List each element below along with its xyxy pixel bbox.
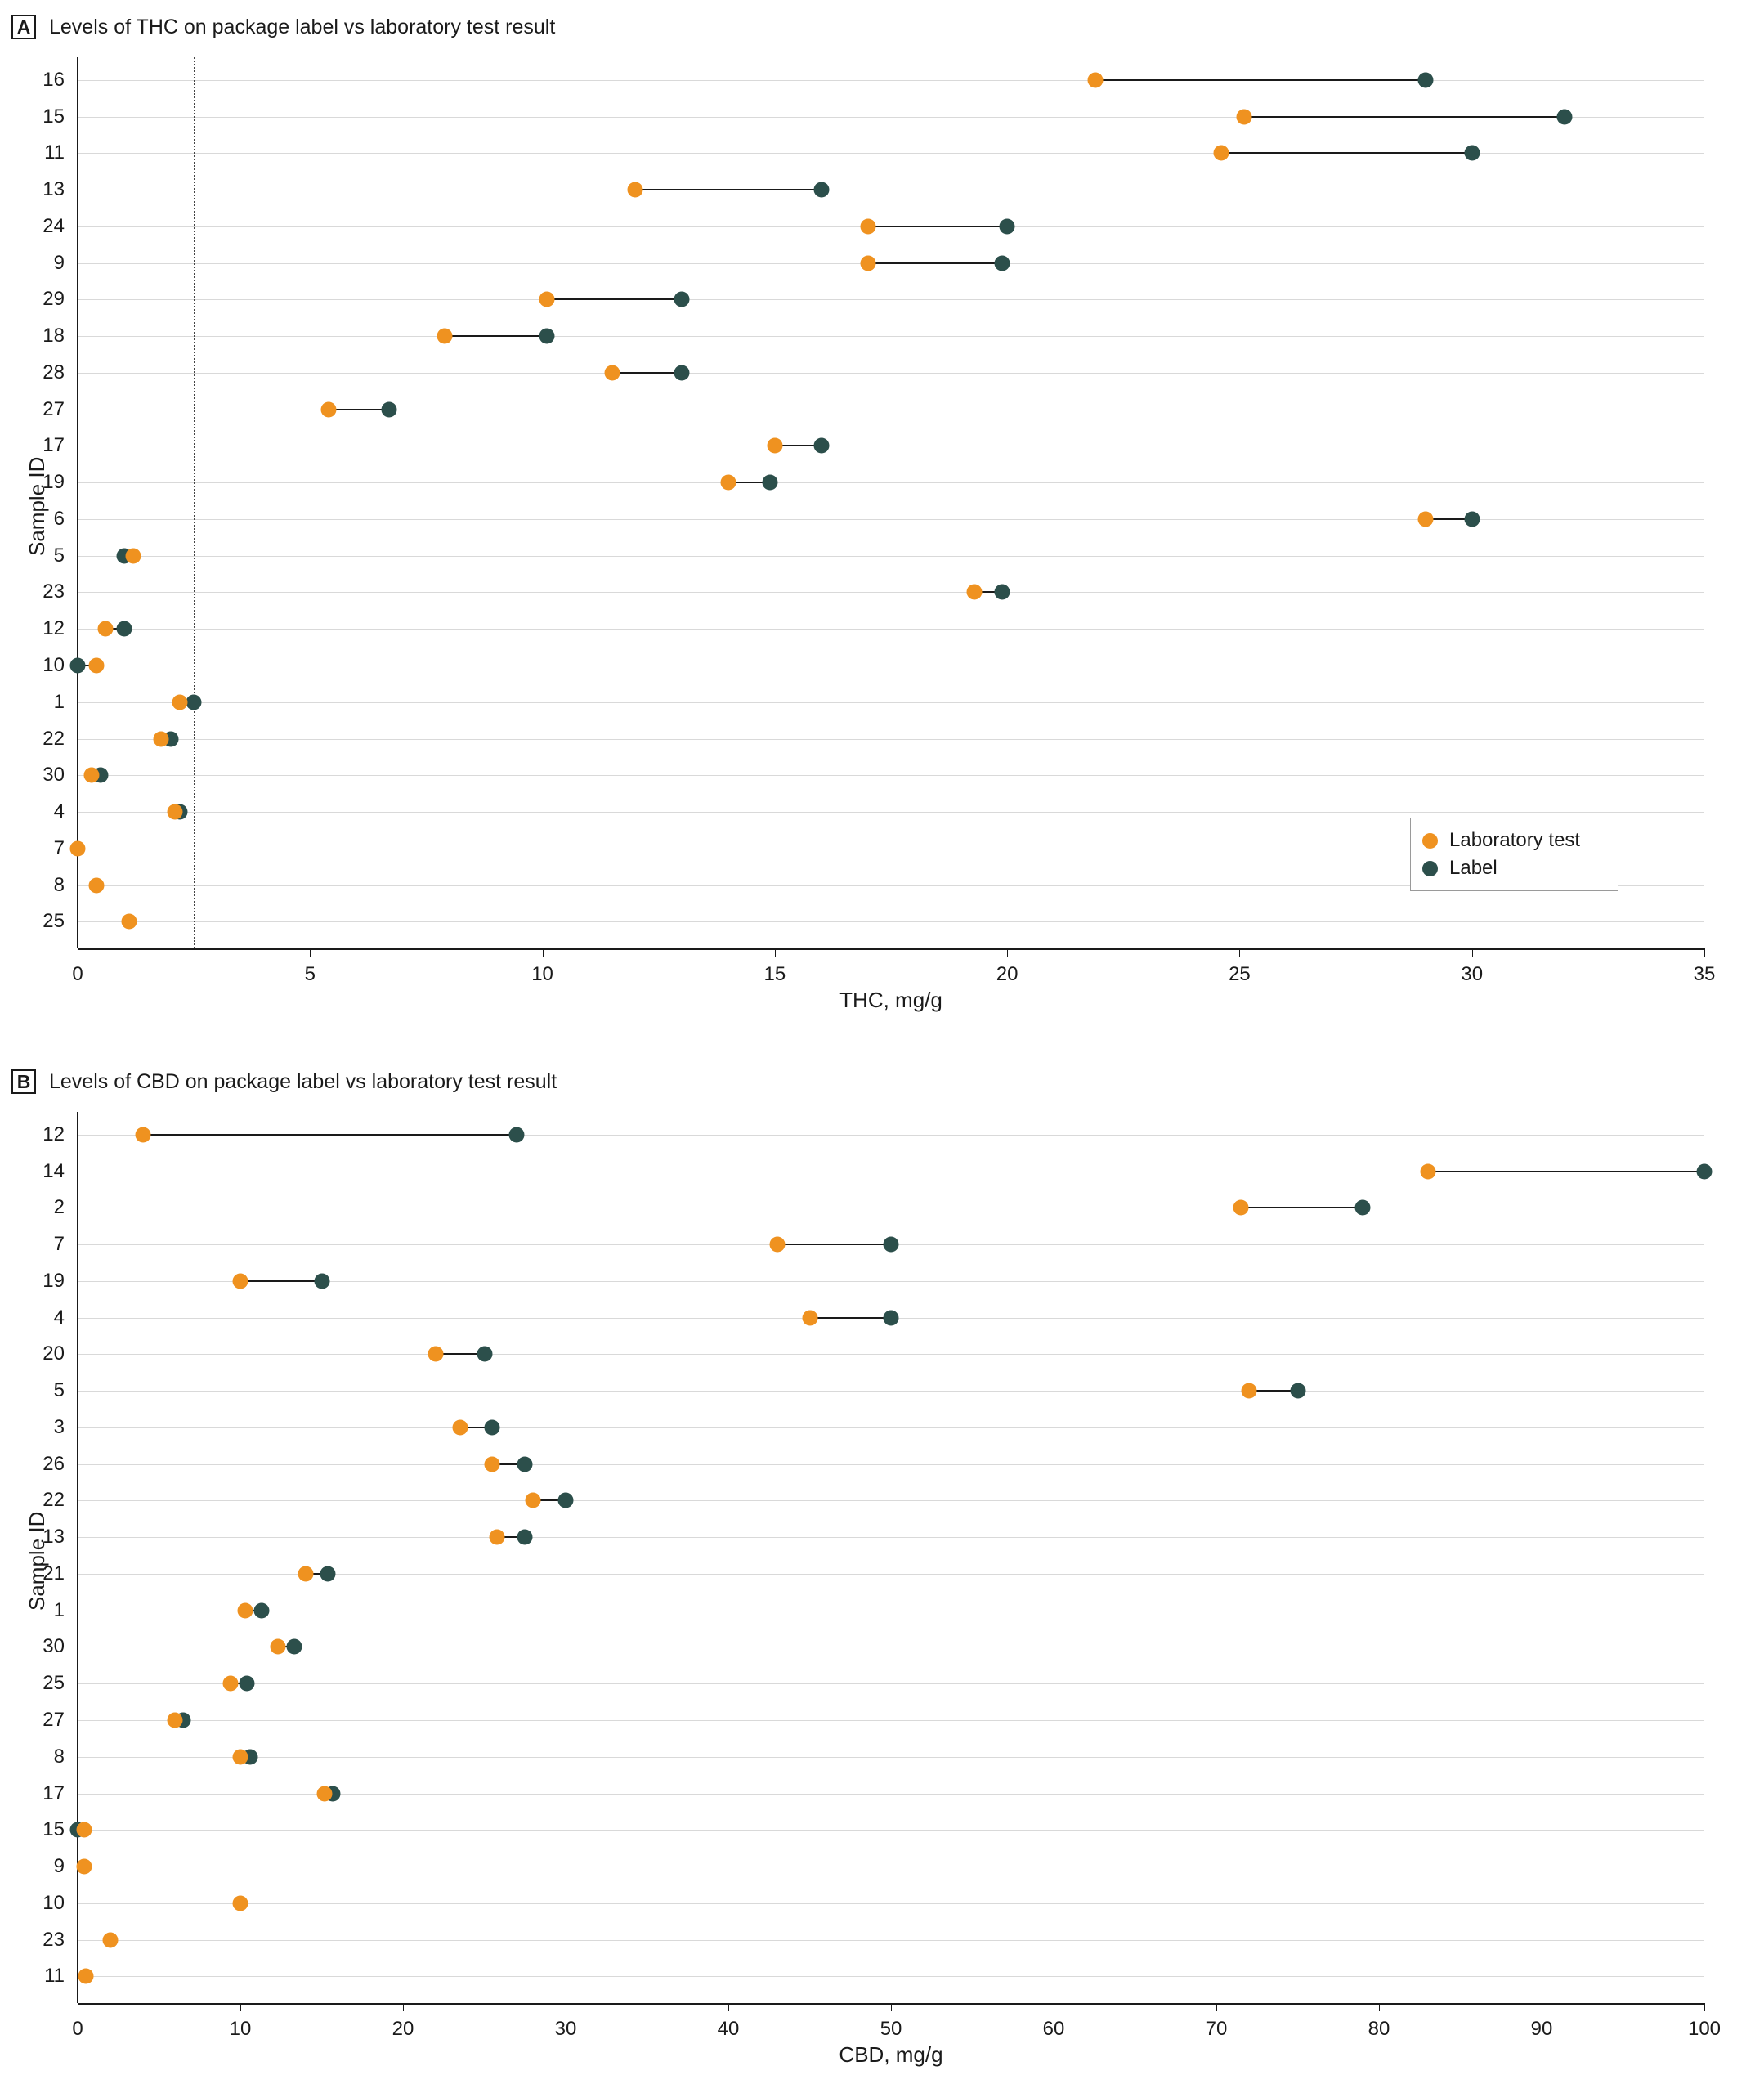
x-tick-mark xyxy=(775,948,776,957)
data-point-label xyxy=(286,1639,302,1655)
legend-label-laboratory-test: Laboratory test xyxy=(1449,829,1581,851)
legend-label-label: Label xyxy=(1449,857,1498,879)
data-point-label xyxy=(1290,1383,1305,1399)
y-tick-label: 2 xyxy=(53,1196,65,1219)
y-tick-label: 17 xyxy=(43,434,65,457)
gridline xyxy=(78,1757,1704,1758)
data-point-laboratory-test xyxy=(452,1419,468,1435)
x-tick-label: 70 xyxy=(1205,2018,1228,2040)
y-tick-label: 15 xyxy=(43,1818,65,1841)
y-tick-label: 10 xyxy=(43,653,65,676)
y-tick-label: 12 xyxy=(43,1123,65,1145)
data-point-laboratory-test xyxy=(1088,72,1104,87)
data-point-laboratory-test xyxy=(628,182,643,198)
data-point-label xyxy=(517,1530,533,1545)
x-tick-mark xyxy=(1704,948,1705,957)
data-point-label xyxy=(253,1602,269,1618)
y-tick-label: 23 xyxy=(43,580,65,603)
panel-a-letter: A xyxy=(11,15,36,39)
connector-line xyxy=(868,262,1003,264)
x-tick-label: 25 xyxy=(1229,963,1251,985)
x-tick-mark xyxy=(1216,2003,1217,2011)
y-tick-label: 25 xyxy=(43,1672,65,1695)
data-point-laboratory-test xyxy=(321,401,337,417)
data-point-label xyxy=(485,1419,500,1435)
x-tick-label: 20 xyxy=(996,963,1019,985)
gridline xyxy=(78,1683,1704,1684)
y-axis-title-b: Sample ID xyxy=(25,1511,49,1611)
x-axis-line xyxy=(78,948,1704,950)
data-point-laboratory-test xyxy=(223,1676,239,1692)
legend-swatch-laboratory-test xyxy=(1422,833,1438,849)
data-point-laboratory-test xyxy=(154,731,169,746)
data-point-laboratory-test xyxy=(298,1566,313,1581)
data-point-laboratory-test xyxy=(604,365,620,380)
connector-line xyxy=(1221,152,1472,154)
data-point-label xyxy=(1557,109,1573,124)
data-point-laboratory-test xyxy=(769,1237,785,1253)
x-tick-label: 90 xyxy=(1530,2018,1553,2040)
y-tick-label: 20 xyxy=(43,1342,65,1365)
y-tick-label: 12 xyxy=(43,617,65,640)
threshold-line xyxy=(194,57,195,948)
y-tick-label: 15 xyxy=(43,105,65,128)
data-point-laboratory-test xyxy=(1233,1200,1248,1216)
data-point-label xyxy=(509,1127,525,1142)
x-tick-label: 10 xyxy=(531,963,553,985)
data-point-label xyxy=(116,621,132,637)
x-tick-label: 0 xyxy=(72,2018,83,2040)
x-tick-label: 50 xyxy=(880,2018,902,2040)
connector-line xyxy=(1241,1207,1363,1208)
y-tick-label: 8 xyxy=(53,873,65,896)
x-tick-mark xyxy=(1472,948,1473,957)
gridline xyxy=(78,482,1704,483)
data-point-laboratory-test xyxy=(88,877,104,893)
y-tick-label: 26 xyxy=(43,1452,65,1475)
data-point-label xyxy=(186,694,202,710)
y-tick-label: 29 xyxy=(43,288,65,311)
data-point-laboratory-test xyxy=(76,1822,92,1838)
y-tick-label: 11 xyxy=(44,141,65,164)
connector-line xyxy=(1428,1171,1704,1172)
data-point-label xyxy=(1464,511,1480,527)
x-tick-mark xyxy=(728,2003,729,2011)
panel-a-header xyxy=(11,15,555,39)
data-point-laboratory-test xyxy=(437,329,453,344)
y-tick-label: 4 xyxy=(53,1306,65,1329)
data-point-laboratory-test xyxy=(168,804,183,820)
data-point-label xyxy=(995,255,1010,271)
data-point-laboratory-test xyxy=(721,475,736,491)
data-point-label xyxy=(1697,1163,1713,1179)
connector-line xyxy=(868,226,1008,227)
y-tick-label: 30 xyxy=(43,1635,65,1658)
panel-a-title: Levels of THC on package label vs laboratory test result xyxy=(49,15,556,38)
data-point-laboratory-test xyxy=(121,914,137,930)
gridline xyxy=(78,812,1704,813)
data-point-label xyxy=(320,1566,336,1581)
data-point-label xyxy=(70,657,86,673)
data-point-laboratory-test xyxy=(967,585,983,600)
x-tick-mark xyxy=(1704,2003,1705,2011)
y-tick-label: 23 xyxy=(43,1928,65,1951)
data-point-label xyxy=(477,1347,492,1362)
x-tick-label: 30 xyxy=(554,2018,577,2040)
data-point-label xyxy=(1355,1200,1371,1216)
plot-area-cbd xyxy=(43,1112,1721,2040)
connector-line xyxy=(635,189,821,190)
y-tick-label: 14 xyxy=(43,1159,65,1182)
y-tick-label: 8 xyxy=(53,1745,65,1768)
panel-b-letter: B xyxy=(11,1069,36,1094)
gridline xyxy=(78,1830,1704,1831)
data-point-label xyxy=(884,1310,899,1325)
y-tick-label: 5 xyxy=(53,544,65,567)
x-tick-label: 10 xyxy=(229,2018,252,2040)
gridline xyxy=(78,1537,1704,1538)
panel-b-header xyxy=(11,1069,557,1094)
connector-line xyxy=(445,335,547,337)
data-point-label xyxy=(884,1237,899,1253)
data-point-laboratory-test xyxy=(270,1639,285,1655)
gridline xyxy=(78,592,1704,593)
y-tick-label: 4 xyxy=(53,800,65,823)
data-point-laboratory-test xyxy=(237,1602,253,1618)
gridline xyxy=(78,1903,1704,1904)
y-tick-label: 28 xyxy=(43,361,65,383)
gridline xyxy=(78,739,1704,740)
y-axis-title-a: Sample ID xyxy=(25,456,49,556)
y-tick-label: 27 xyxy=(43,1708,65,1731)
data-point-laboratory-test xyxy=(76,1859,92,1875)
y-tick-label: 22 xyxy=(43,1489,65,1512)
x-tick-mark xyxy=(891,2003,892,2011)
panel-cbd xyxy=(0,1055,1764,2093)
gridline xyxy=(78,1940,1704,1941)
data-point-laboratory-test xyxy=(70,840,86,856)
y-tick-label: 17 xyxy=(43,1782,65,1804)
y-tick-label: 9 xyxy=(53,251,65,274)
data-point-laboratory-test xyxy=(767,438,782,454)
data-point-laboratory-test xyxy=(172,694,188,710)
y-tick-label: 25 xyxy=(43,910,65,933)
legend-item-label xyxy=(1422,854,1601,882)
data-point-label xyxy=(674,292,690,307)
x-tick-mark xyxy=(240,2003,241,2011)
x-tick-mark xyxy=(1379,2003,1380,2011)
data-point-label xyxy=(995,585,1010,600)
y-tick-label: 3 xyxy=(53,1415,65,1438)
connector-line xyxy=(240,1280,322,1282)
data-point-laboratory-test xyxy=(490,1530,505,1545)
gridline xyxy=(78,702,1704,703)
data-point-label xyxy=(813,438,829,454)
data-point-laboratory-test xyxy=(233,1749,248,1764)
y-tick-label: 18 xyxy=(43,325,65,347)
data-point-laboratory-test xyxy=(233,1895,248,1911)
gridline xyxy=(78,1464,1704,1465)
y-tick-label: 19 xyxy=(43,471,65,494)
data-point-laboratory-test xyxy=(233,1273,248,1289)
data-point-laboratory-test xyxy=(78,1969,93,1984)
gridline xyxy=(78,299,1704,300)
connector-line xyxy=(143,1134,517,1136)
y-tick-label: 24 xyxy=(43,214,65,237)
data-point-label xyxy=(239,1676,254,1692)
data-point-laboratory-test xyxy=(98,621,114,637)
data-point-laboratory-test xyxy=(1420,1163,1435,1179)
x-tick-label: 60 xyxy=(1042,2018,1065,2040)
x-tick-label: 30 xyxy=(1461,963,1484,985)
data-point-laboratory-test xyxy=(860,218,875,234)
x-tick-label: 5 xyxy=(304,963,316,985)
connector-line xyxy=(1244,116,1565,118)
data-point-label xyxy=(558,1493,574,1508)
gridline xyxy=(78,1720,1704,1721)
y-tick-label: 13 xyxy=(43,1526,65,1548)
connector-line xyxy=(612,372,682,374)
y-tick-label: 27 xyxy=(43,397,65,420)
x-tick-label: 15 xyxy=(763,963,786,985)
gridline xyxy=(78,921,1704,922)
gridline xyxy=(78,1500,1704,1501)
y-tick-label: 22 xyxy=(43,727,65,750)
x-axis-title-b: CBD, mg/g xyxy=(839,2042,943,2067)
data-point-label xyxy=(763,475,778,491)
legend xyxy=(1410,818,1618,891)
y-tick-label: 16 xyxy=(43,68,65,91)
gridline xyxy=(78,1391,1704,1392)
connector-line xyxy=(547,298,682,300)
data-point-laboratory-test xyxy=(135,1127,150,1142)
gridline xyxy=(78,556,1704,557)
y-tick-label: 21 xyxy=(43,1562,65,1584)
data-point-laboratory-test xyxy=(102,1932,118,1947)
gridline xyxy=(78,1427,1704,1428)
data-point-laboratory-test xyxy=(539,292,555,307)
x-tick-label: 35 xyxy=(1693,963,1716,985)
y-tick-label: 10 xyxy=(43,1891,65,1914)
x-tick-label: 20 xyxy=(392,2018,414,2040)
gridline xyxy=(78,1354,1704,1355)
plot-area-thc xyxy=(43,57,1716,985)
x-tick-mark xyxy=(543,948,544,957)
y-tick-label: 19 xyxy=(43,1269,65,1292)
gridline xyxy=(78,1976,1704,1977)
data-point-laboratory-test xyxy=(88,657,104,673)
data-point-label xyxy=(381,401,396,417)
data-point-laboratory-test xyxy=(84,768,100,783)
gridline xyxy=(78,775,1704,776)
connector-line xyxy=(810,1317,892,1319)
panel-b-title: Levels of CBD on package label vs laboratory test result xyxy=(49,1069,557,1093)
x-tick-label: 100 xyxy=(1687,2018,1721,2040)
data-point-laboratory-test xyxy=(428,1347,443,1362)
data-point-label xyxy=(1464,146,1480,161)
y-tick-label: 7 xyxy=(53,1233,65,1256)
data-point-label xyxy=(517,1456,533,1472)
x-tick-mark xyxy=(310,948,311,957)
gridline xyxy=(78,629,1704,630)
data-point-laboratory-test xyxy=(1417,511,1433,527)
x-tick-mark xyxy=(1007,948,1008,957)
connector-line xyxy=(777,1244,891,1245)
data-point-laboratory-test xyxy=(1241,1383,1256,1399)
data-point-laboratory-test xyxy=(485,1456,500,1472)
data-point-laboratory-test xyxy=(1237,109,1252,124)
y-tick-label: 13 xyxy=(43,178,65,201)
data-point-laboratory-test xyxy=(317,1786,333,1801)
y-tick-label: 11 xyxy=(44,1965,65,1988)
data-point-laboratory-test xyxy=(802,1310,817,1325)
connector-line xyxy=(1095,79,1426,81)
y-tick-label: 1 xyxy=(53,1598,65,1621)
x-tick-label: 80 xyxy=(1368,2018,1390,2040)
legend-swatch-label xyxy=(1422,861,1438,876)
x-tick-mark xyxy=(1239,948,1240,957)
data-point-label xyxy=(1000,218,1015,234)
y-tick-label: 6 xyxy=(53,507,65,530)
x-tick-mark xyxy=(403,2003,404,2011)
data-point-laboratory-test xyxy=(860,255,875,271)
data-point-laboratory-test xyxy=(126,548,141,563)
y-tick-label: 9 xyxy=(53,1855,65,1878)
data-point-laboratory-test xyxy=(1213,146,1229,161)
data-point-label xyxy=(674,365,690,380)
y-tick-label: 5 xyxy=(53,1379,65,1402)
data-point-label xyxy=(539,329,555,344)
legend-item-laboratory-test xyxy=(1422,827,1601,854)
y-tick-label: 7 xyxy=(53,836,65,859)
panel-thc xyxy=(0,0,1764,1038)
gridline xyxy=(78,80,1704,81)
gridline xyxy=(78,373,1704,374)
data-point-label xyxy=(314,1273,329,1289)
x-axis-title-a: THC, mg/g xyxy=(839,988,942,1012)
y-tick-label: 30 xyxy=(43,764,65,787)
data-point-laboratory-test xyxy=(168,1712,183,1728)
data-point-laboratory-test xyxy=(526,1493,541,1508)
x-tick-label: 0 xyxy=(72,963,83,985)
gridline xyxy=(78,336,1704,337)
data-point-label xyxy=(1417,72,1433,87)
y-axis-line xyxy=(77,57,78,948)
x-tick-label: 40 xyxy=(717,2018,740,2040)
connector-line xyxy=(329,409,389,410)
data-point-label xyxy=(813,182,829,198)
y-tick-label: 1 xyxy=(53,690,65,713)
